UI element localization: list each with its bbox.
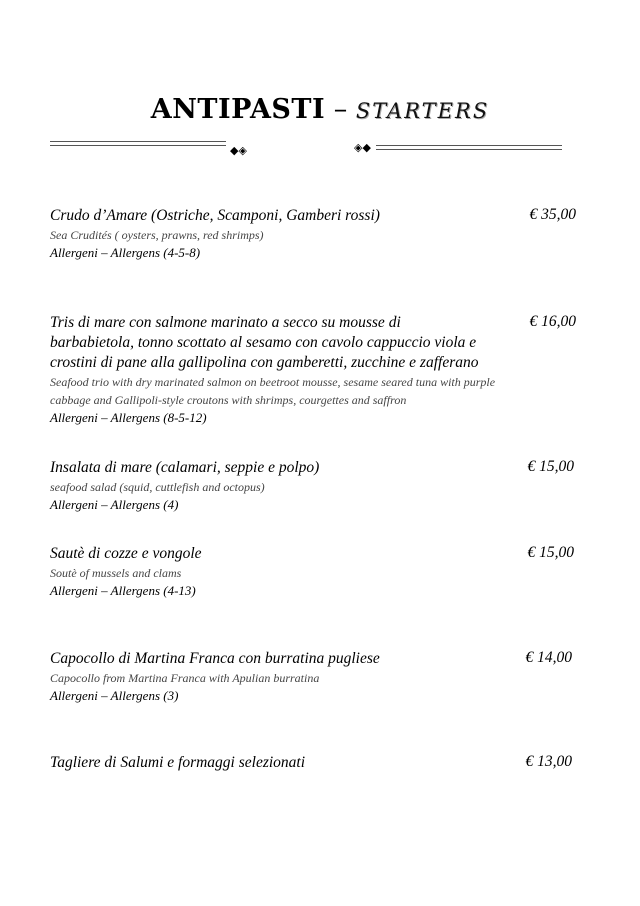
ornament-right-icon: ◈◆ bbox=[354, 141, 371, 154]
item-allergens: Allergeni – Allergens (8-5-12) bbox=[50, 410, 207, 425]
item-price: € 35,00 bbox=[529, 206, 576, 223]
page-title bbox=[0, 94, 640, 125]
menu-item bbox=[50, 458, 590, 514]
item-allergens: Allergeni – Allergens (4-13) bbox=[50, 583, 196, 598]
item-price: € 15,00 bbox=[527, 458, 574, 475]
menu-item bbox=[50, 313, 590, 427]
item-allergens: Allergeni – Allergens (3) bbox=[50, 688, 179, 703]
title-italian: ANTIPASTI bbox=[150, 94, 326, 125]
item-price: € 15,00 bbox=[527, 544, 574, 561]
item-name: Tagliere di Salumi e formaggi selezionati bbox=[50, 754, 306, 771]
item-name: Tris di mare con salmone marinato a secco su mousse di barbabietola, tonno scottato al sesamo con cavolo cappuccio viola e crostini di pane alla gallipolina con gamberetti, zucchine e zafferano bbox=[50, 314, 479, 371]
menu-item bbox=[50, 753, 590, 773]
menu-item bbox=[50, 649, 590, 705]
item-description: seafood salad (squid, cuttlefish and octopus) bbox=[50, 480, 265, 494]
ornament-left-icon: ◆◈ bbox=[230, 144, 247, 157]
title-dash: – bbox=[325, 94, 356, 125]
item-description: Sea Crudités ( oysters, prawns, red shrimps) bbox=[50, 228, 264, 242]
item-description: Capocollo from Martina Franca with Apulian burratina bbox=[50, 671, 320, 685]
divider-right bbox=[376, 145, 562, 150]
item-description: Seafood trio with dry marinated salmon on beetroot mousse, sesame seared tuna with purple cabbage and Gallipoli-style croutons with shrimps, courgettes and saffron bbox=[50, 375, 496, 407]
item-price: € 13,00 bbox=[525, 753, 572, 770]
item-name: Crudo d’Amare (Ostriche, Scamponi, Gamberi rossi) bbox=[50, 207, 380, 224]
item-price: € 14,00 bbox=[525, 649, 572, 666]
item-allergens: Allergeni – Allergens (4-5-8) bbox=[50, 245, 201, 260]
menu-item bbox=[50, 544, 590, 600]
item-name: Insalata di mare (calamari, seppie e polpo) bbox=[50, 459, 320, 476]
title-english: STARTERS bbox=[355, 99, 490, 123]
divider-left bbox=[50, 141, 226, 146]
item-name: Sautè di cozze e vongole bbox=[50, 545, 202, 562]
item-allergens: Allergeni – Allergens (4) bbox=[50, 497, 179, 512]
item-name: Capocollo di Martina Franca con burratina pugliese bbox=[50, 650, 380, 667]
menu-item bbox=[50, 206, 590, 262]
item-description: Soutè of mussels and clams bbox=[50, 566, 182, 580]
item-price: € 16,00 bbox=[529, 313, 576, 330]
